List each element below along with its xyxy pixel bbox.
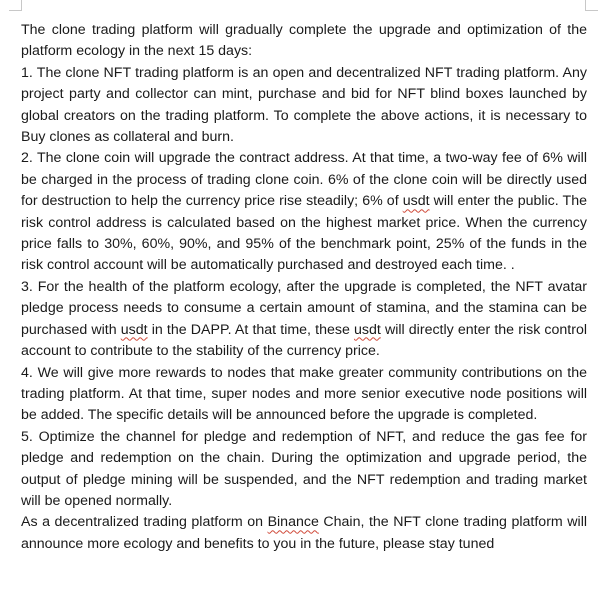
item-3-paragraph [21, 277, 587, 363]
item-3-text-b: in the DAPP. At that time, these [147, 321, 354, 338]
closing-text-a: As a decentralized trading platform on [21, 514, 268, 531]
intro-paragraph: The clone trading platform will gradually complete the upgrade and optimization of the platform ecology in the next 15 days: [21, 22, 587, 60]
item-2-text-b: will enter the public. The risk control address is calculated based on the highest market price. When the currency price falls to 30%, 60%, 90%, and 95% of the benchmark point, 25% of the funds in the risk control account will be automatically purchased and destroyed each time. . [21, 193, 587, 274]
item-2-paragraph [21, 148, 587, 276]
item-1-paragraph: 1. The clone NFT trading platform is an open and decentralized NFT trading platform. Any project party and collector can mint, purchase and bid for NFT blind boxes launched by global creators on the trading platform. To complete the above actions, it is necessary to Buy clones as collateral and burn. [21, 64, 587, 146]
item-2-text-a: 2. The clone coin will upgrade the contract address. At that time, a two-way fee of 6% will be charged in the process of trading clone coin. 6% of the clone coin will be directly used for destruction to help the currency price rise steadily; 6% of [21, 150, 587, 210]
item-3-text-c: will directly enter the risk control account to contribute to the stability of the currency price. [21, 321, 588, 360]
closing-spellcheck-word: Binance [267, 514, 319, 531]
closing-text-b: Chain, the NFT clone trading platform will announce more ecology and benefits to you in the future, please stay tuned [21, 514, 587, 552]
closing-paragraph [21, 512, 587, 555]
item-5-paragraph: 5. Optimize the channel for pledge and redemption of NFT, and reduce the gas fee for pledge and redemption on the chain. During the optimization and upgrade period, the output of pledge mining will be suspended, and the NFT redemption and trading market will be opened normally. [21, 428, 587, 509]
item-4-paragraph: 4. We will give more rewards to nodes that make greater community contributions on the trading platform. At that time, super nodes and more senior executive node positions will be added. The specific details will be announced before the upgrade is completed. [21, 364, 587, 424]
item-3-text-a: 3. For the health of the platform ecology, after the upgrade is completed, the NFT avatar pledge process needs to consume a certain amount of stamina, and the stamina can be purchased with [21, 278, 587, 338]
document-body [21, 20, 587, 555]
item-3-spellcheck-word-2: usdt [353, 321, 381, 338]
page-corner-mark-right [585, 0, 598, 11]
page-corner-mark-left [9, 0, 22, 11]
item-2-spellcheck-word: usdt [402, 193, 430, 210]
item-3-spellcheck-word-1: usdt [120, 321, 148, 338]
